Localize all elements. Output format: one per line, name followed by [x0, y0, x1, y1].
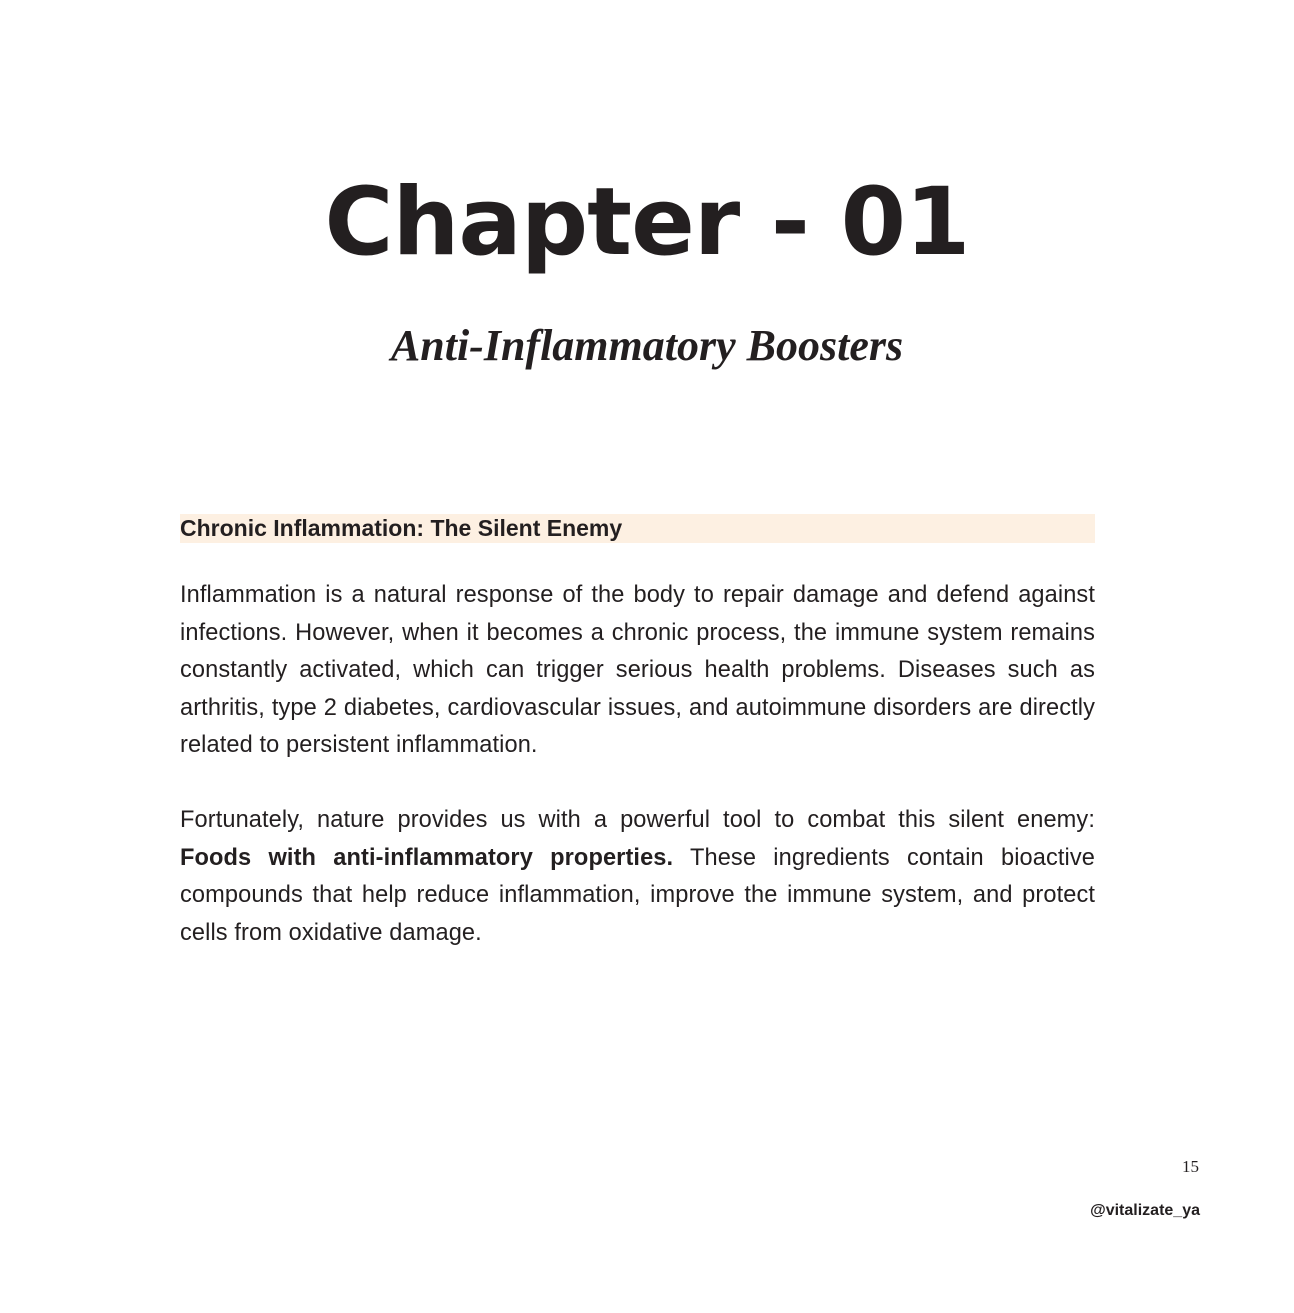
chapter-subtitle: Anti-Inflammatory Boosters [390, 321, 904, 370]
body-paragraph-2 [180, 802, 1095, 952]
social-handle: @vitalizate_ya [1090, 1202, 1200, 1219]
chapter-title: Chapter - 01 [324, 168, 970, 277]
section-heading: Chronic Inflammation: The Silent Enemy [180, 515, 623, 541]
body-paragraph-1: Inflammation is a natural response of the body to repair damage and defend against infections. However, when it becomes a chronic process, the immune system remains constantly activated, which can trigger serious health problems. Diseases such as arthritis, type 2 diabetes, cardiovascular issues, and autoimmune disorders are directly related to persistent inflammation. [180, 582, 1095, 759]
paragraph-2-bold-phrase: Foods with anti-inflammatory properties. [180, 844, 674, 871]
page-number: 15 [1182, 1157, 1199, 1176]
section-heading-highlight [180, 514, 1095, 543]
paragraph-2-intro: Fortunately, nature provides us with a powerful tool to combat this silent enemy: [180, 807, 1095, 833]
paragraph-2-rest: These ingredients contain bioactive compounds that help reduce inflammation, improve the immune system, and protect cells from oxidative damage. [180, 844, 1095, 946]
